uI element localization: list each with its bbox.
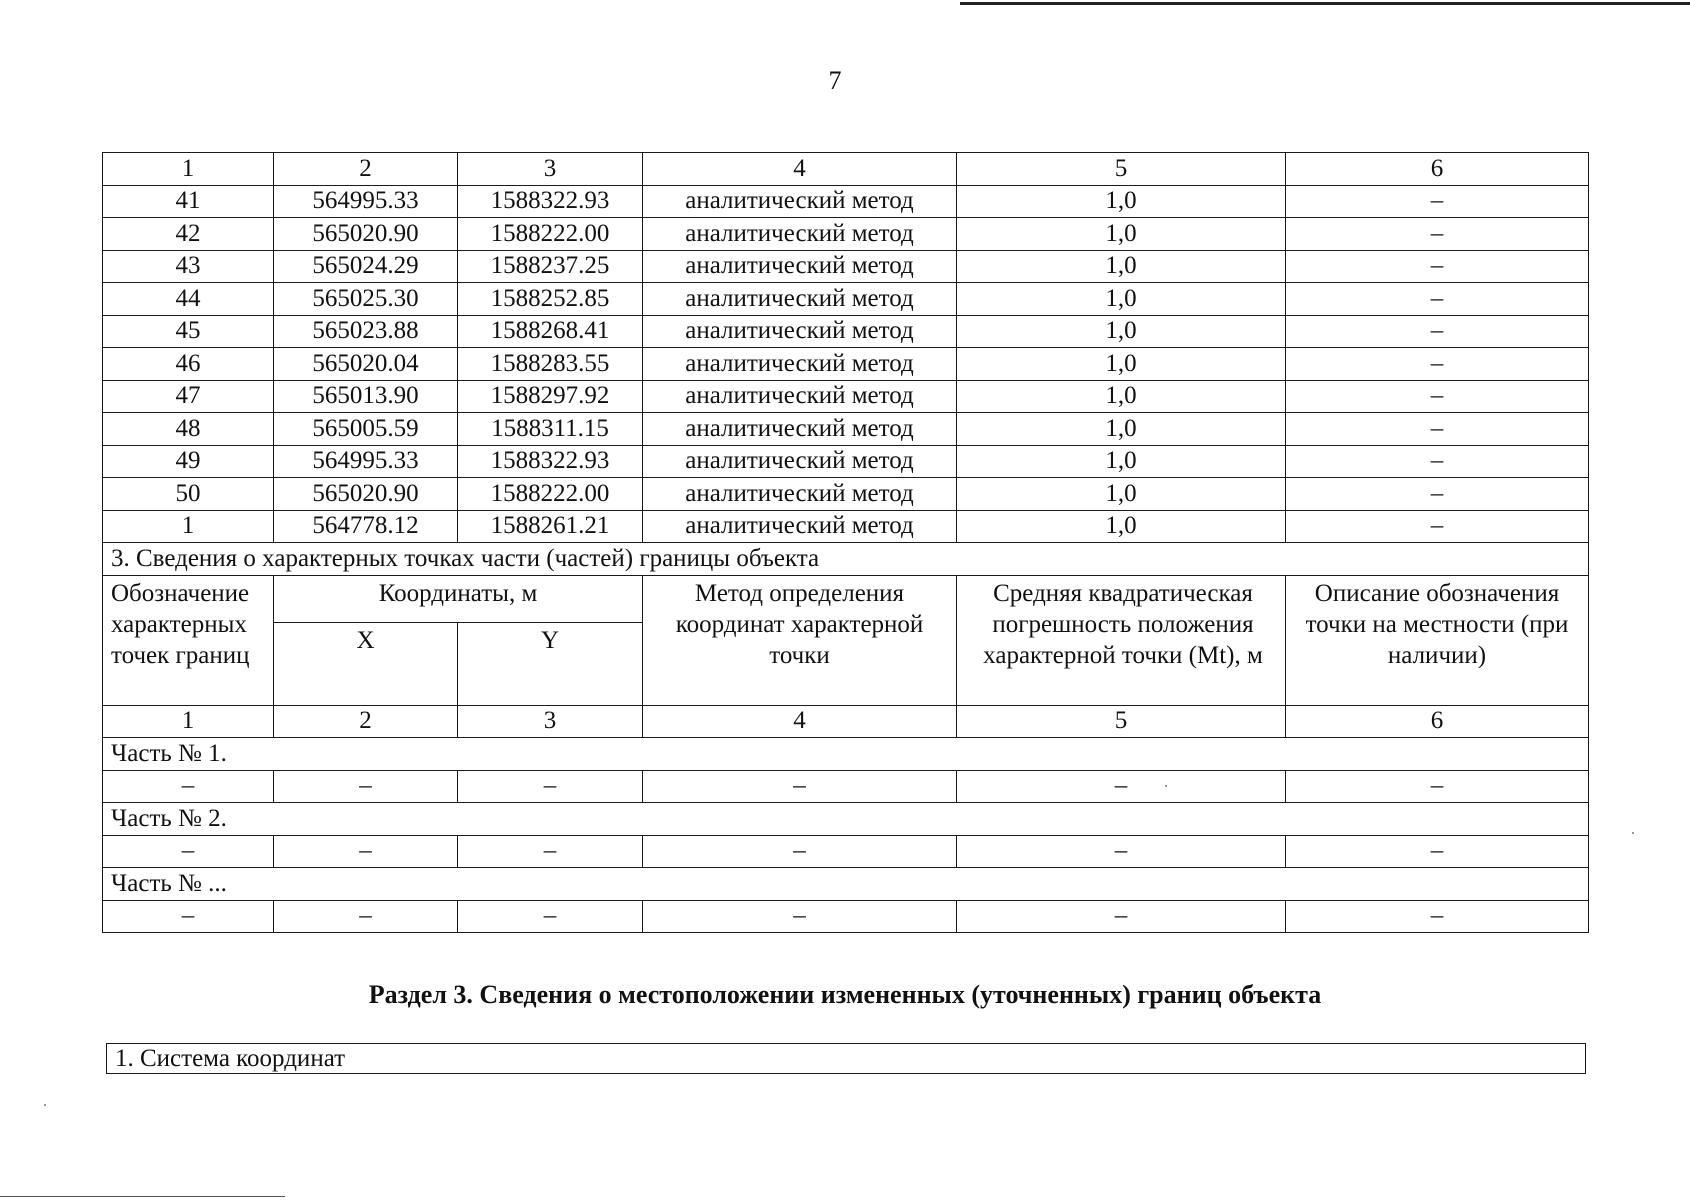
scan-speck	[1632, 832, 1634, 834]
y-coordinate-cell: 1588311.15	[458, 413, 643, 446]
point-number-cell: 46	[103, 348, 274, 381]
table-row	[103, 185, 1589, 218]
empty-value-cell: –	[274, 770, 458, 803]
description-cell: –	[1286, 445, 1589, 478]
part-label: Часть № 1.	[103, 738, 1589, 771]
y-coordinate-cell: 1588222.00	[458, 478, 643, 511]
empty-value-cell: –	[643, 835, 957, 868]
point-number-cell: 42	[103, 218, 274, 251]
section-title: Раздел 3. Сведения о местоположении измененных (уточненных) границ объекта	[368, 980, 1322, 1009]
error-cell: 1,0	[957, 445, 1286, 478]
column-number: 4	[643, 705, 957, 738]
column-number: 3	[458, 153, 643, 186]
scan-edge-line	[0, 1196, 285, 1197]
y-coordinate-cell: 1588252.85	[458, 283, 643, 316]
description-cell: –	[1286, 185, 1589, 218]
method-cell: аналитический метод	[643, 413, 957, 446]
y-coordinate-cell: 1588237.25	[458, 250, 643, 283]
empty-value-cell: –	[957, 835, 1286, 868]
x-coordinate-cell: 565024.29	[274, 250, 458, 283]
error-cell: 1,0	[957, 250, 1286, 283]
point-number-cell: 45	[103, 315, 274, 348]
part-label: Часть № 2.	[103, 803, 1589, 836]
error-cell: 1,0	[957, 413, 1286, 446]
coordinate-rows	[103, 185, 1589, 543]
method-cell: аналитический метод	[643, 218, 957, 251]
description-cell: –	[1286, 510, 1589, 543]
x-coordinate-cell: 564778.12	[274, 510, 458, 543]
error-cell: 1,0	[957, 380, 1286, 413]
column-number: 5	[957, 705, 1286, 738]
table-row	[103, 250, 1589, 283]
column-number: 6	[1286, 153, 1589, 186]
column-number: 6	[1286, 705, 1589, 738]
method-cell: аналитический метод	[643, 250, 957, 283]
x-coordinate-cell: 565023.88	[274, 315, 458, 348]
description-cell: –	[1286, 283, 1589, 316]
empty-value-cell: –	[458, 835, 643, 868]
error-cell: 1,0	[957, 185, 1286, 218]
method-cell: аналитический метод	[643, 185, 957, 218]
empty-value-cell: –	[1286, 835, 1589, 868]
page-number: 7	[828, 66, 842, 95]
error-cell: 1,0	[957, 510, 1286, 543]
y-coordinate-cell: 1588261.21	[458, 510, 643, 543]
x-coordinate-cell: 565020.90	[274, 218, 458, 251]
table-row	[103, 478, 1589, 511]
empty-value-cell: –	[1286, 770, 1589, 803]
empty-value-cell: –	[274, 835, 458, 868]
header-x: X	[274, 622, 458, 705]
coordinate-system-field: 1. Система координат	[106, 1043, 1586, 1074]
column-number-row	[103, 153, 1589, 186]
header-method: Метод определения координат характерной точки	[643, 575, 957, 705]
header-description: Описание обозначения точки на местности (при наличии)	[1286, 575, 1589, 705]
header-y: Y	[458, 622, 643, 705]
method-cell: аналитический метод	[643, 348, 957, 381]
point-number-cell: 44	[103, 283, 274, 316]
error-cell: 1,0	[957, 283, 1286, 316]
header-coordinates: Координаты, м	[274, 575, 643, 622]
part-rows	[103, 738, 1589, 933]
empty-value-cell: –	[458, 770, 643, 803]
table-header-row	[103, 575, 1589, 622]
y-coordinate-cell: 1588322.93	[458, 445, 643, 478]
x-coordinate-cell: 565020.04	[274, 348, 458, 381]
part-label-row	[103, 868, 1589, 901]
column-number: 1	[103, 153, 274, 186]
description-cell: –	[1286, 315, 1589, 348]
point-number-cell: 49	[103, 445, 274, 478]
coordinates-table	[102, 152, 1589, 933]
y-coordinate-cell: 1588268.41	[458, 315, 643, 348]
x-coordinate-cell: 565013.90	[274, 380, 458, 413]
table-row	[103, 835, 1589, 868]
error-cell: 1,0	[957, 218, 1286, 251]
description-cell: –	[1286, 250, 1589, 283]
description-cell: –	[1286, 478, 1589, 511]
point-number-cell: 48	[103, 413, 274, 446]
x-coordinate-cell: 564995.33	[274, 445, 458, 478]
column-number: 3	[458, 705, 643, 738]
part-label: Часть № ...	[103, 868, 1589, 901]
empty-value-cell: –	[103, 900, 274, 933]
section3-caption: 3. Сведения о характерных точках части (частей) границы объекта	[103, 543, 1589, 576]
table-row	[103, 218, 1589, 251]
method-cell: аналитический метод	[643, 380, 957, 413]
empty-value-cell: –	[1286, 900, 1589, 933]
column-number: 5	[957, 153, 1286, 186]
empty-value-cell: –	[458, 900, 643, 933]
method-cell: аналитический метод	[643, 283, 957, 316]
point-number-cell: 43	[103, 250, 274, 283]
y-coordinate-cell: 1588283.55	[458, 348, 643, 381]
method-cell: аналитический метод	[643, 445, 957, 478]
method-cell: аналитический метод	[643, 478, 957, 511]
empty-value-cell: –	[643, 900, 957, 933]
x-coordinate-cell: 564995.33	[274, 185, 458, 218]
empty-value-cell: –	[274, 900, 458, 933]
y-coordinate-cell: 1588222.00	[458, 218, 643, 251]
y-coordinate-cell: 1588322.93	[458, 185, 643, 218]
scan-edge-line	[960, 2, 1690, 5]
part-label-row	[103, 803, 1589, 836]
column-number: 1	[103, 705, 274, 738]
empty-value-cell: –	[103, 770, 274, 803]
empty-value-cell: –	[957, 900, 1286, 933]
table-row	[103, 348, 1589, 381]
table-row	[103, 510, 1589, 543]
column-number: 2	[274, 153, 458, 186]
method-cell: аналитический метод	[643, 510, 957, 543]
description-cell: –	[1286, 348, 1589, 381]
x-coordinate-cell: 565025.30	[274, 283, 458, 316]
point-number-cell: 50	[103, 478, 274, 511]
column-number: 2	[274, 705, 458, 738]
description-cell: –	[1286, 218, 1589, 251]
column-number: 4	[643, 153, 957, 186]
table-row	[103, 445, 1589, 478]
table-row	[103, 413, 1589, 446]
method-cell: аналитический метод	[643, 315, 957, 348]
x-coordinate-cell: 565005.59	[274, 413, 458, 446]
empty-value-cell: –	[103, 835, 274, 868]
table-row	[103, 315, 1589, 348]
table-row	[103, 770, 1589, 803]
table-row	[103, 900, 1589, 933]
error-cell: 1,0	[957, 315, 1286, 348]
empty-value-cell: –	[643, 770, 957, 803]
description-cell: –	[1286, 413, 1589, 446]
point-number-cell: 1	[103, 510, 274, 543]
header-error: Средняя квадратическая погрешность положения характерной точки (Mt), м	[957, 575, 1286, 705]
table-row	[103, 283, 1589, 316]
column-number-row	[103, 705, 1589, 738]
x-coordinate-cell: 565020.90	[274, 478, 458, 511]
error-cell: 1,0	[957, 478, 1286, 511]
section3-caption-row	[103, 543, 1589, 576]
header-designation: Обозначение характерных точек границ	[103, 575, 274, 705]
scan-speck	[44, 1104, 46, 1106]
y-coordinate-cell: 1588297.92	[458, 380, 643, 413]
table-row	[103, 380, 1589, 413]
point-number-cell: 47	[103, 380, 274, 413]
point-number-cell: 41	[103, 185, 274, 218]
part-label-row	[103, 738, 1589, 771]
error-cell: 1,0	[957, 348, 1286, 381]
description-cell: –	[1286, 380, 1589, 413]
empty-value-cell: –	[957, 770, 1286, 803]
